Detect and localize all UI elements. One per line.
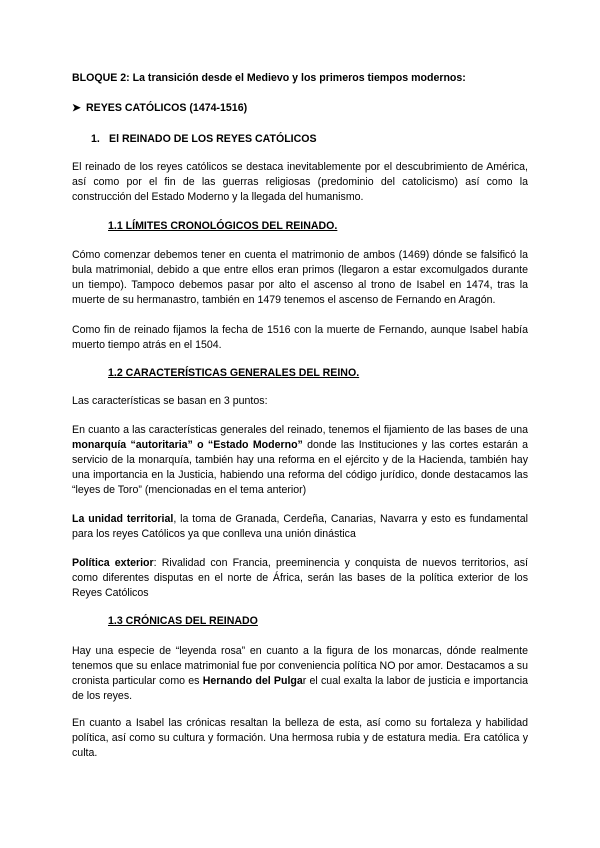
bold-term-hernando: Hernando del Pulga (202, 675, 303, 687)
section-1-3-heading: 1.3 CRÓNICAS DEL REINADO (108, 615, 258, 627)
bold-term-monarquia: monarquía “autoritaria” o “Estado Moderno” (72, 439, 303, 451)
bloque-heading: BLOQUE 2: La transición desde el Medievo y los primeros tiempos modernos: (72, 72, 466, 84)
section-1-2-heading: 1.2 CARACTERÍSTICAS GENERALES DEL REINO. (108, 367, 360, 379)
bold-term-politica-exterior: Política exterior (72, 557, 154, 569)
section-1-1-paragraph-1: Cómo comenzar debemos tener en cuenta el matrimonio de ambos (1469) dónde se falsificó la bula matrimonial, debido a que entre ellos eran primos (llegaron a estar excomulgados durante un tiempo). Tampoco debemos pasar por alto el ascenso al trono de Isabel en 1474, tras la muerte de su hermanastro, también en 1479 tenemos el ascenso de Fernando en Aragón. (72, 249, 528, 306)
section-1-2-paragraph-1: Las características se basan en 3 puntos: (72, 395, 268, 407)
paragraph-text: : Rivalidad con Francia, preeminencia y conquista de nuevos territorios, así como diferentes disputas en el norte de África, serán las bases de la política exterior de los Reyes Católicos (72, 557, 529, 599)
section-1-2-paragraph-3 (72, 512, 528, 542)
arrow-bullet-icon: ➤ (72, 102, 81, 114)
section-1-2-paragraph-4 (72, 556, 528, 601)
section-1-heading (91, 132, 511, 147)
paragraph-text: , la toma de Granada, Cerdeña, Canarias, Navarra y esto es fundamental para los reyes Católicos ya que conlleva una unión dinástica (72, 513, 528, 540)
section-1-3-paragraph-2: En cuanto a Isabel las crónicas resaltan la belleza de esta, así como su fortaleza y habilidad política, así como su cultura y formación. Una hermosa rubia y de estatura media. Era católica y culta. (72, 717, 528, 759)
bold-term-unidad-territorial: La unidad territorial (72, 513, 174, 525)
section-1-3-paragraph-1 (72, 644, 528, 704)
section-1-2-paragraph-2 (72, 423, 528, 498)
section-1-number: 1. (91, 133, 100, 145)
paragraph-text: Hay una especie de “leyenda rosa” en cuanto a la figura de los monarcas, dónde realmente tenemos que su enlace matrimonial fue por conveniencia política NO por amor. Destacamos a su cronista particular como es (72, 645, 528, 687)
paragraph-text: En cuanto a las características generales del reinado, tenemos el fijamiento de las bases de una (72, 424, 528, 436)
paragraph-text: donde las Instituciones y las cortes estarán a servicio de la monarquía, también hay una reforma en el ejército y de la Hacienda, también hay una importancia en la Justicia, habiendo una reforma del código jurídico, donde destacamos las “leyes de Toro” (mencionadas en el tema anterior) (72, 439, 528, 496)
section-1-title: El REINADO DE LOS REYES CATÓLICOS (109, 133, 317, 145)
reyes-heading (72, 101, 528, 116)
paragraph-text: r el cual exalta la labor de justicia e importancia de los reyes. (72, 675, 528, 702)
section-1-1-heading: 1.1 LÍMITES CRONOLÓGICOS DEL REINADO. (108, 220, 338, 232)
reyes-heading-text: REYES CATÓLICOS (1474-1516) (86, 102, 248, 114)
section-1-1-paragraph-2: Como fin de reinado fijamos la fecha de 1516 con la muerte de Fernando, aunque Isabel había muerto tiempo atrás en el 1504. (72, 324, 528, 351)
section-1-intro: El reinado de los reyes católicos se destaca inevitablemente por el descubrimiento de América, así como por el fin de las guerras religiosas (predominio del catolicismo) así como la construcción del Estado Moderno y la llegada del humanismo. (72, 161, 528, 203)
